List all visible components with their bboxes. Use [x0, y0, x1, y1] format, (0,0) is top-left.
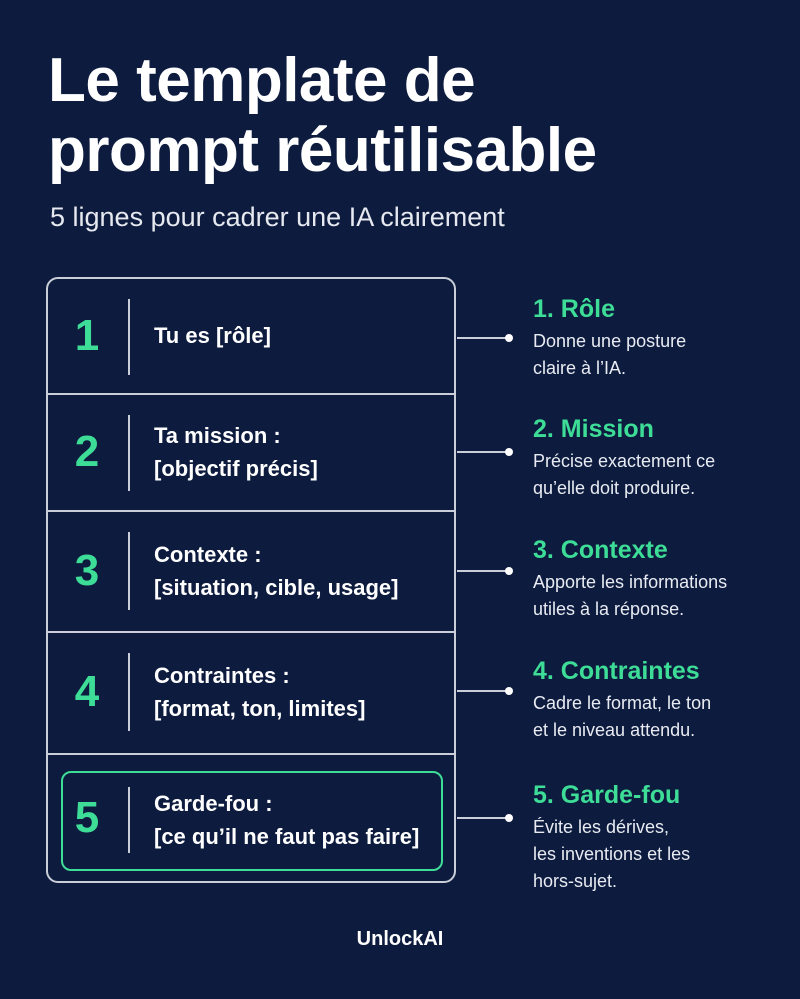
template-row-4 [48, 633, 454, 753]
row-text [154, 538, 398, 604]
connector-dot-1 [505, 334, 513, 342]
description-line: Précise exactement ce [533, 451, 716, 471]
row-text [154, 319, 271, 352]
row-text [154, 787, 419, 853]
row-number: 4 [74, 667, 100, 716]
row-number: 2 [74, 427, 100, 476]
description-contraintes [533, 656, 793, 744]
row-text [154, 659, 365, 725]
description-line: les inventions et les [533, 844, 691, 864]
connector-line-1 [457, 337, 509, 339]
description-line: claire à l’IA. [533, 358, 627, 378]
prompt-template-box [46, 277, 456, 883]
row-number: 3 [74, 546, 100, 595]
template-row-5 [48, 755, 454, 883]
description-body [533, 569, 793, 623]
page-title-line-2: prompt réutilisable [48, 116, 597, 185]
row-separator [128, 787, 130, 853]
row-separator [128, 415, 130, 491]
row-text-line-2: [format, ton, limites] [154, 696, 366, 721]
description-body [533, 448, 793, 502]
description-garde-fou [533, 780, 793, 895]
description-line: hors-sujet. [533, 871, 618, 891]
description-line: et le niveau attendu. [533, 720, 696, 740]
description-title: 5. Garde-fou [533, 781, 681, 809]
description-body [533, 814, 793, 895]
description-line: Cadre le format, le ton [533, 693, 712, 713]
page-title [48, 46, 768, 186]
row-separator [128, 299, 130, 375]
row-text-line-1: Garde-fou : [154, 791, 273, 816]
description-line: Donne une posture [533, 331, 687, 351]
description-line: utiles à la réponse. [533, 599, 685, 619]
page-subtitle: 5 lignes pour cadrer une IA clairement [50, 202, 505, 232]
description-body [533, 328, 793, 382]
connector-dot-2 [505, 448, 513, 456]
row-text-line-2: [ce qu’il ne faut pas faire] [154, 824, 420, 849]
description-title: 3. Contexte [533, 536, 668, 564]
page-title-line-1: Le template de [48, 46, 476, 115]
row-text-line-1: Ta mission : [154, 423, 281, 448]
brand-logo-text: UnlockAI [356, 928, 444, 950]
description-role [533, 294, 793, 382]
template-row-2 [48, 395, 454, 511]
row-text-line-2: [situation, cible, usage] [154, 575, 399, 600]
row-text-line-1: Tu es [rôle] [154, 323, 271, 348]
row-number: 1 [74, 311, 100, 360]
row-separator [128, 532, 130, 610]
description-line: Apporte les informations [533, 572, 728, 592]
row-separator [128, 653, 130, 731]
connector-line-2 [457, 451, 509, 453]
connector-dot-4 [505, 687, 513, 695]
row-text [154, 419, 318, 485]
template-row-3 [48, 512, 454, 632]
description-mission [533, 414, 793, 502]
row-text-line-2: [objectif précis] [154, 456, 318, 481]
connector-dot-3 [505, 567, 513, 575]
row-number: 5 [74, 793, 100, 842]
description-title: 1. Rôle [533, 295, 615, 323]
connector-dot-5 [505, 814, 513, 822]
description-title: 4. Contraintes [533, 657, 700, 685]
row-text-line-1: Contexte : [154, 542, 262, 567]
description-line: Évite les dérives, [533, 817, 670, 837]
connector-line-4 [457, 690, 509, 692]
connector-line-3 [457, 570, 509, 572]
template-row-1 [48, 279, 454, 394]
description-title: 2. Mission [533, 415, 654, 443]
description-body [533, 690, 793, 744]
description-line: qu’elle doit produire. [533, 478, 696, 498]
description-contexte [533, 535, 793, 623]
connector-line-5 [457, 817, 509, 819]
row-text-line-1: Contraintes : [154, 663, 290, 688]
